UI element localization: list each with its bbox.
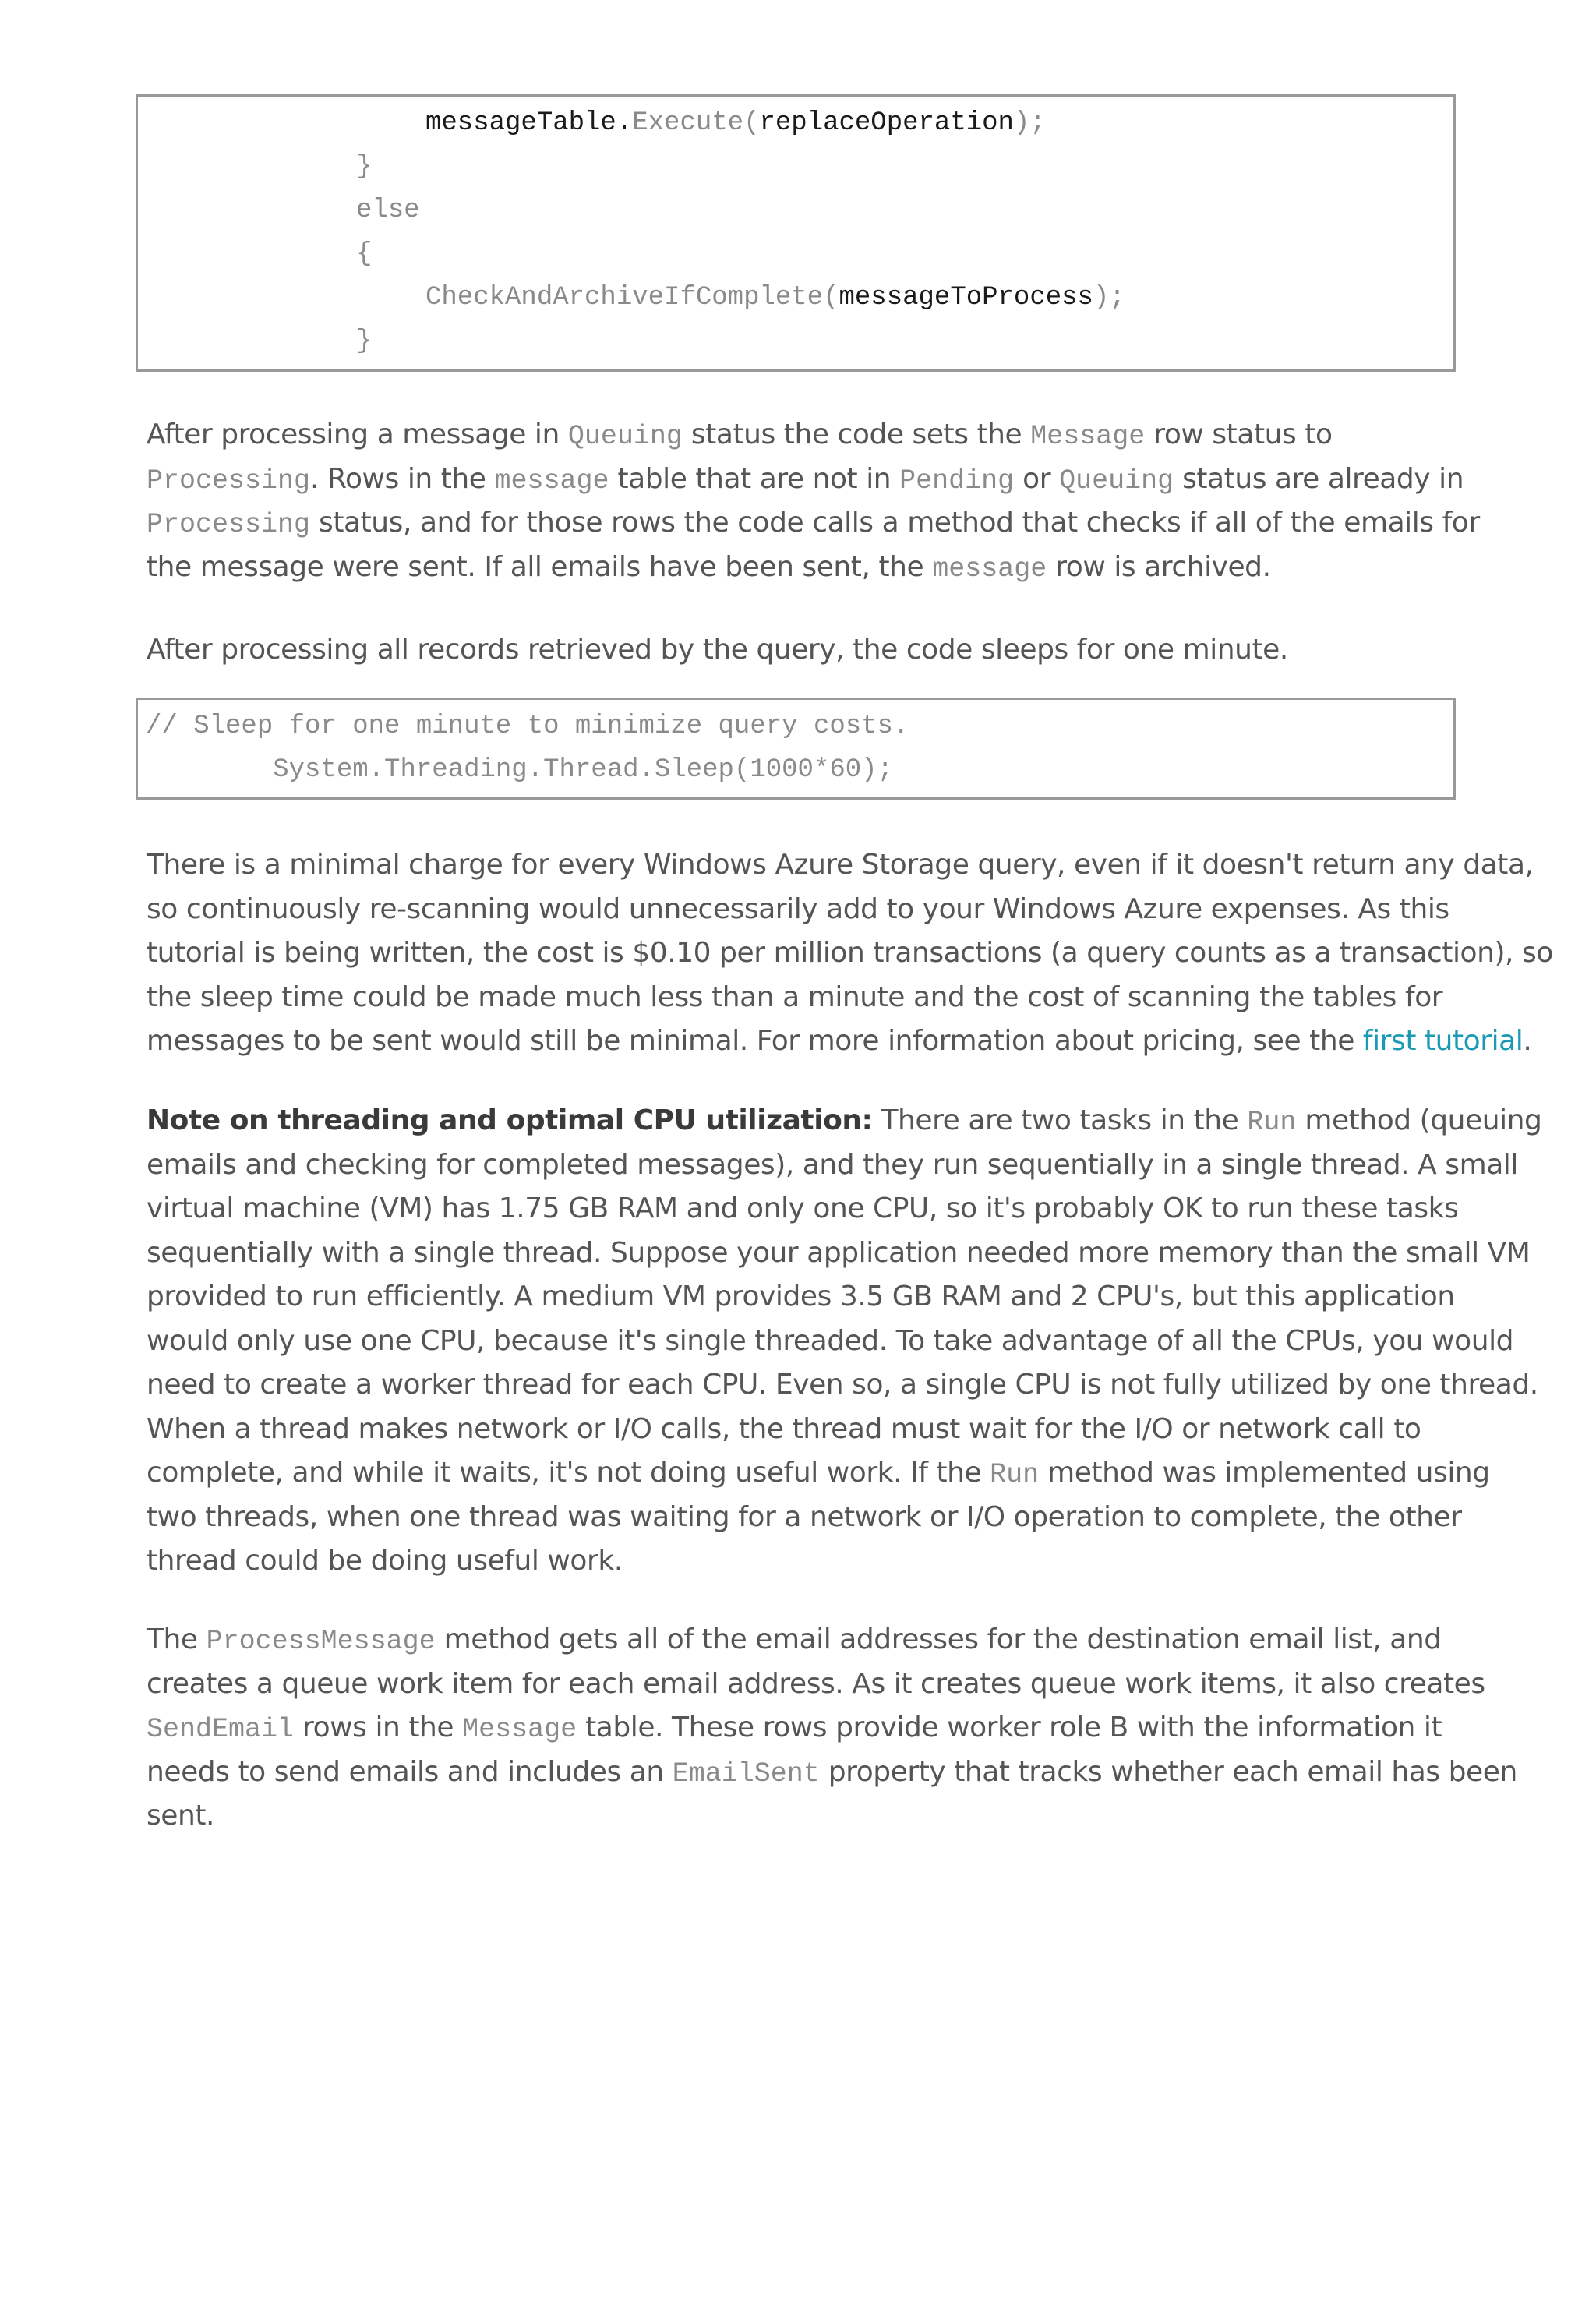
text-line: There is a minimal charge for every Windows Azure Storage query, even if it doesn't return any data, [147,849,1534,881]
code-line: CheckAndArchiveIfComplete(messageToProcess); [425,283,1125,313]
inline-code: Processing [147,465,311,496]
text-line: the message were sent. If all emails have been sent, the message row is archived. [147,550,1271,585]
code-block-replace-operation [136,94,1456,372]
code-line: } [356,327,373,356]
inline-code: Message [1030,421,1146,452]
code-line: messageTable.Execute(replaceOperation); [425,108,1046,138]
inline-code: Queuing [567,421,683,452]
text-line: emails and checking for completed messages), and they run sequentially in a single thread. A small [147,1148,1518,1181]
note-heading: Note on threading and optimal CPU utilization: [147,1104,873,1136]
text-line: tutorial is being written, the cost is $0.10 per million transactions (a query counts as a transaction), so [147,937,1553,969]
inline-code: EmailSent [672,1758,820,1789]
text-line: need to create a worker thread for each CPU. Even so, a single CPU is not fully utilized by one thread. [147,1369,1538,1401]
code-line: { [356,239,373,269]
inline-code: Message [462,1714,577,1745]
text-line: Processing. Rows in the message table that are not in Pending or Queuing status are already in [147,462,1464,496]
text-line: After processing all records retrieved by the query, the code sleeps for one minute. [147,634,1288,666]
inline-code: Pending [899,465,1015,496]
text-line: Processing status, and for those rows the code calls a method that checks if all of the emails for [147,507,1480,540]
text-line: sequentially with a single thread. Suppose your application needed more memory than the small VM [147,1236,1531,1269]
text-line: would only use one CPU, because it's single threaded. To take advantage of all the CPUs, you would [147,1324,1514,1357]
text-line: so continuously re-scanning would unnecessarily add to your Windows Azure expenses. As this [147,892,1449,925]
inline-code: Processing [147,509,311,540]
paragraph-processing-status [147,413,1480,589]
text-line: the sleep time could be made much less than a minute and the cost of scanning the tables for [147,980,1443,1013]
text-line: needs to send emails and includes an EmailSent property that tracks whether each email has been [147,1755,1517,1789]
inline-code: message [494,465,609,496]
paragraph-sleep-intro [147,628,1464,673]
paragraph-process-message [147,1618,1517,1839]
text-line: two threads, when one thread was waiting for a network or I/O operation to complete, the other [147,1500,1462,1533]
text-line: provided to run efficiently. A medium VM provides 3.5 GB RAM and 2 CPU's, but this application [147,1281,1455,1313]
code-line: System.Threading.Thread.Sleep(1000*60); [146,755,893,785]
text-line: The ProcessMessage method gets all of the email addresses for the destination email list, and [147,1623,1442,1657]
text-line: complete, and while it waits, it's not doing useful work. If the Run method was implemented using [147,1457,1490,1490]
text-line: messages to be sent would still be minimal. For more information about pricing, see the first tutorial. [147,1025,1532,1057]
text-line: creates a queue work item for each email address. As it creates queue work items, it also creates [147,1667,1485,1700]
paragraph-threading-note [147,1099,1542,1584]
text-line: After processing a message in Queuing status the code sets the Message row status to [147,419,1333,452]
paragraph-query-cost [147,843,1553,1064]
inline-code: Run [1247,1107,1297,1138]
inline-code: ProcessMessage [206,1626,436,1657]
text-line: sent. [147,1800,215,1832]
text-line: thread could be doing useful work. [147,1545,623,1577]
text-line: When a thread makes network or I/O calls, the thread must wait for the I/O or network call to [147,1412,1421,1445]
inline-code: SendEmail [147,1714,295,1745]
code-block-sleep [136,698,1456,800]
text-line: SendEmail rows in the Message table. These rows provide worker role B with the information it [147,1712,1442,1745]
text-line: Note on threading and optimal CPU utilization: There are two tasks in the Run method (queuing [147,1104,1542,1138]
code-line: } [356,152,373,182]
code-line: // Sleep for one minute to minimize query costs. [146,712,909,741]
inline-code: message [932,553,1047,585]
first-tutorial-link[interactable]: first tutorial [1362,1025,1524,1057]
code-line: else [356,196,420,225]
inline-code: Queuing [1059,465,1174,496]
text-line: virtual machine (VM) has 1.75 GB RAM and only one CPU, so it's probably OK to run these tasks [147,1192,1459,1224]
inline-code: Run [990,1459,1040,1490]
